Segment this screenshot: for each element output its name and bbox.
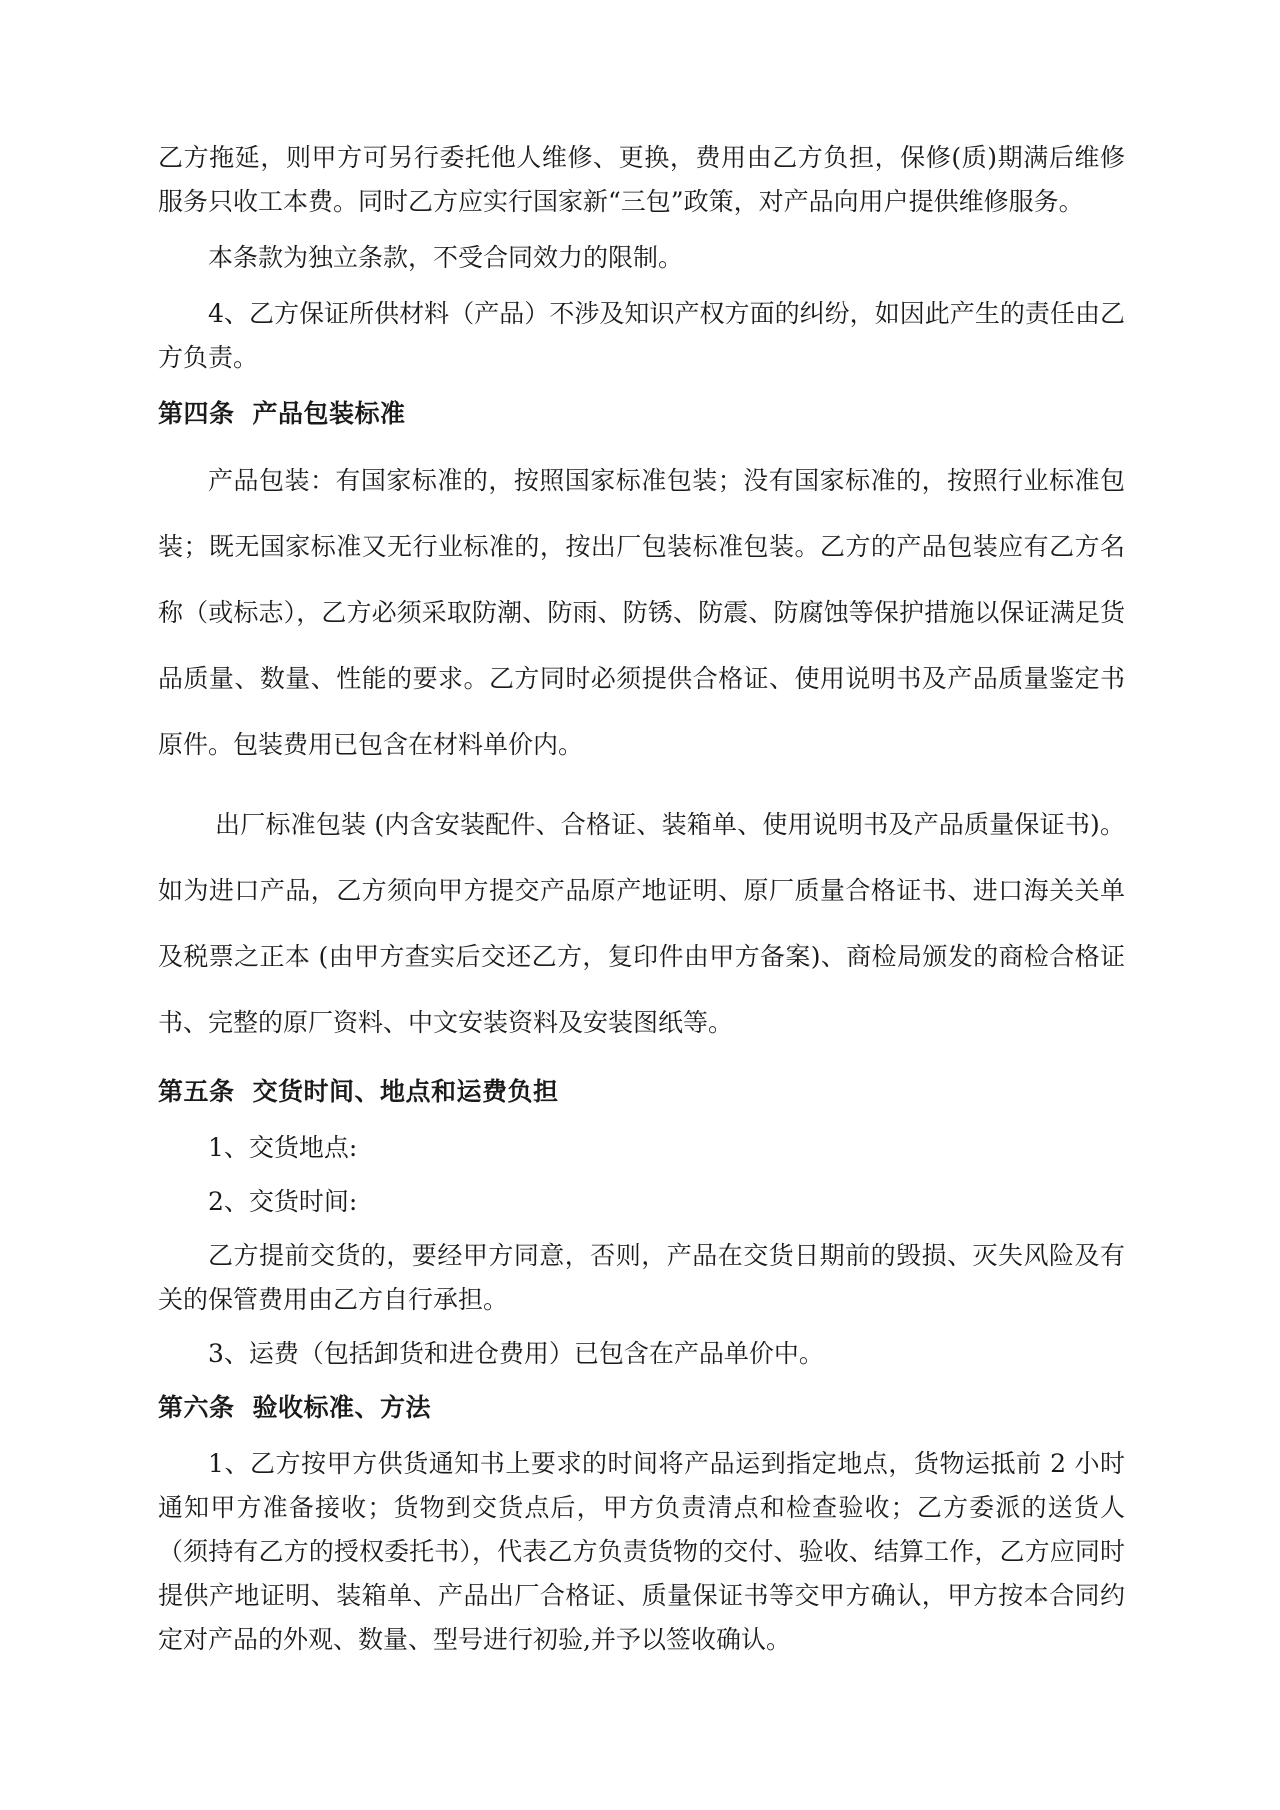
paragraph-independent-clause: 本条款为独立条款，不受合同效力的限制。 (208, 243, 684, 272)
section-5-item-1: 1、交货地点: (208, 1133, 358, 1162)
section-5-early-delivery-paragraph: 乙方提前交货的，要经甲方同意，否则，产品在交货日期前的毁损、灭失风险及有关的保管费用由乙方自行承担。 (158, 1241, 1125, 1314)
section-4-factory-packaging-paragraph: 出厂标准包装 (内含安装配件、合格证、装箱单、使用说明书及产品质量保证书)。如为进口产品，乙方须向甲方提交产品原产地证明、原厂质量合格证书、进口海关关单及税票之正本 (由甲方查实后交还乙方，复印件由甲方备案)、商检局颁发的商检合格证书、完整的原厂资料、中文安装资料及安装图纸等。 (158, 810, 1125, 1037)
section-4-heading (158, 392, 1125, 436)
section-6-title: 验收标准、方法 (252, 1393, 432, 1422)
section-4-packaging-paragraph: 产品包装：有国家标准的，按照国家标准包装；没有国家标准的，按照行业标准包装；既无国家标准又无行业标准的，按出厂包装标准包装。乙方的产品包装应有乙方名称（或标志），乙方必须采取防潮、防雨、防锈、防震、防腐蚀等保护措施以保证满足货品质量、数量、性能的要求。乙方同时必须提供合格证、使用说明书及产品质量鉴定书原件。包装费用已包含在材料单价内。 (158, 466, 1125, 759)
section-5-number: 第五条 (158, 1077, 235, 1106)
section-5-title: 交货时间、地点和运费负担 (252, 1077, 559, 1106)
section-5-heading (158, 1070, 1125, 1114)
section-6-inspection-paragraph: 1、乙方按甲方供货通知书上要求的时间将产品运到指定地点，货物运抵前 2 小时通知甲方准备接收；货物到交货点后，甲方负责清点和检查验收；乙方委派的送货人（须持有乙方的授权委托书），代表乙方负责货物的交付、验收、结算工作，乙方应同时提供产地证明、装箱单、产品出厂合格证、质量保证书等交甲方确认，甲方按本合同约定对产品的外观、数量、型号进行初验,并予以签收确认。 (158, 1449, 1125, 1654)
paragraph-ip-guarantee: 4、乙方保证所供材料（产品）不涉及知识产权方面的纠纷，如因此产生的责任由乙方负责。 (158, 299, 1125, 372)
section-4-number: 第四条 (158, 399, 235, 428)
paragraph-maintenance: 乙方拖延，则甲方可另行委托他人维修、更换，费用由乙方负担，保修(质)期满后维修服务只收工本费。同时乙方应实行国家新“三包”政策，对产品向用户提供维修服务。 (158, 143, 1125, 216)
section-5-item-3: 3、运费（包括卸货和进仓费用）已包含在产品单价中。 (208, 1339, 824, 1368)
section-4-title: 产品包装标准 (252, 399, 406, 428)
section-6-heading (158, 1386, 1125, 1430)
section-6-number: 第六条 (158, 1393, 235, 1422)
section-5-item-2: 2、交货时间: (208, 1187, 358, 1216)
document-body (158, 136, 1125, 1674)
